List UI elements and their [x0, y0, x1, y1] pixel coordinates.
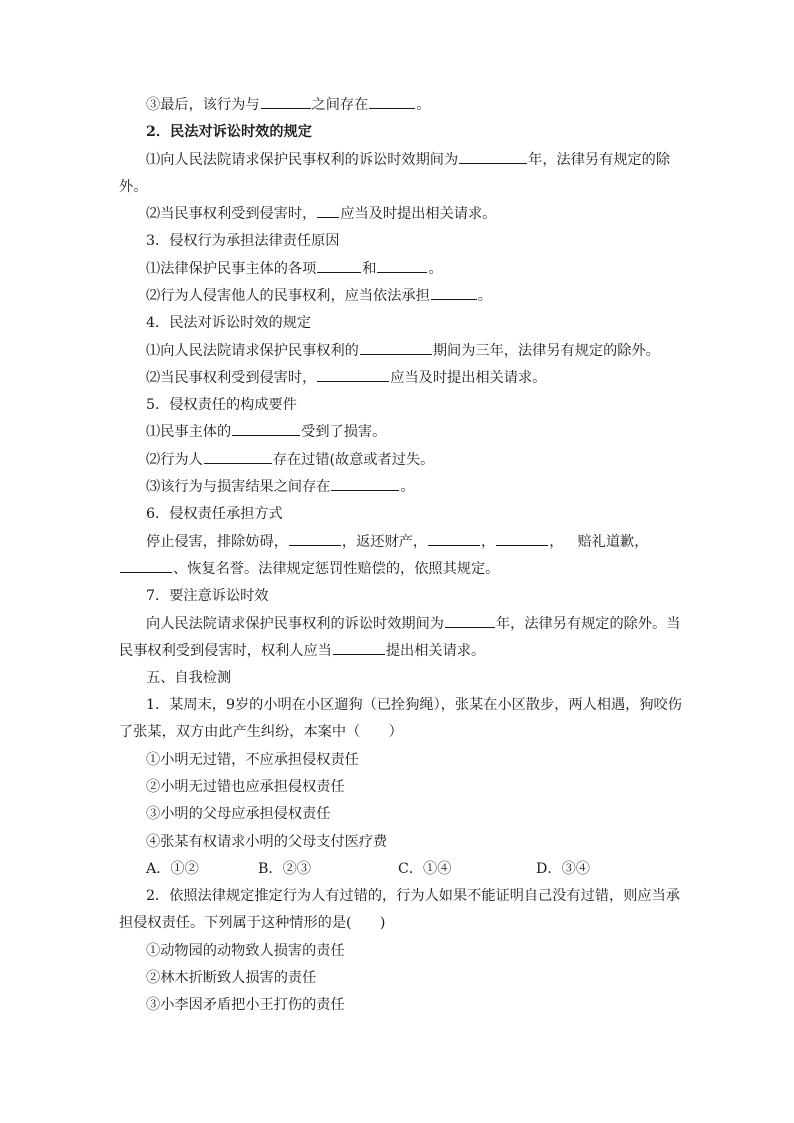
fill-blank[interactable] — [445, 613, 495, 628]
text-line: ⑵行为人 存在过错(故意或者过失。 — [146, 449, 434, 471]
fill-blank[interactable] — [317, 367, 389, 382]
fill-blank[interactable] — [317, 258, 361, 273]
fill-blank[interactable] — [204, 449, 272, 464]
fill-blank[interactable] — [120, 558, 172, 573]
fill-blank[interactable] — [232, 421, 300, 436]
fill-blank[interactable] — [317, 203, 339, 218]
text-line: ⑵行为人侵害他人的民事权利，应当依法承担 。 — [146, 285, 492, 307]
question-stem: 2．依照法律规定推定行为人有过错的，行为人如果不能证明自己没有过错，则应当承 — [146, 888, 680, 904]
question-stem: 1．某周末，9岁的小明在小区遛狗（已拴狗绳），张某在小区散步，两人相遇，狗咬伤 — [146, 697, 682, 713]
section-heading: 2．民法对诉讼时效的规定 — [146, 124, 312, 140]
text-line: ⑶该行为与损害结果之间存在 。 — [146, 476, 415, 498]
section-heading: 五、自我检测 — [146, 670, 232, 686]
choice-d[interactable]: D．③④ — [536, 861, 590, 877]
text-line: ⑴向人民法院请求保护民事权利的 期间为三年，法律另有规定的除外。 — [146, 340, 660, 362]
option-item: ③小李因矛盾把小王打伤的责任 — [146, 997, 345, 1013]
option-item: ①小明无过错，不应承担侵权责任 — [146, 752, 359, 768]
fill-blank[interactable] — [428, 531, 480, 546]
text-line: ⑴民事主体的 受到了损害。 — [146, 421, 386, 443]
fill-blank[interactable] — [459, 149, 527, 164]
option-item: ②小明无过错也应承担侵权责任 — [146, 779, 345, 795]
fill-blank[interactable] — [377, 258, 427, 273]
fill-blank[interactable] — [369, 94, 415, 109]
question-stem: 了张某，双方由此产生纠纷，本案中（ ） — [119, 724, 403, 740]
text-line: ⑵当民事权利受到侵害时， 应当及时提出相关请求。 — [146, 367, 546, 389]
text-line: 外。 — [119, 179, 148, 195]
text-line: 停止侵害，排除妨碍， ，返还财产， ， ， 赔礼道歉， — [146, 531, 648, 553]
text-line: ③最后，该行为与 之间存在 。 — [146, 94, 430, 116]
text-line: ⑴向人民法院请求保护民事权利的诉讼时效期间为 年，法律另有规定的除 — [146, 149, 670, 171]
text-line: ⑴法律保护民事主体的各项 和 。 — [146, 258, 443, 280]
section-heading: 3．侵权行为承担法律责任原因 — [146, 233, 340, 249]
text-line: ⑵当民事权利受到侵害时， 应当及时提出相关请求。 — [146, 203, 496, 225]
section-heading: 4．民法对诉讼时效的规定 — [146, 315, 312, 331]
fill-blank[interactable] — [331, 476, 399, 491]
text-line: 民事权利受到侵害时，权利人应当 提出相关请求。 — [119, 640, 485, 662]
fill-blank[interactable] — [333, 640, 385, 655]
question-stem: 担侵权责任。下列属于这种情形的是( ) — [119, 915, 386, 931]
text-line: 、恢复名誉。法律规定惩罚性赔偿的，依照其规定。 — [119, 558, 499, 580]
section-heading: 5．侵权责任的构成要件 — [146, 397, 297, 413]
fill-blank[interactable] — [496, 531, 548, 546]
fill-blank[interactable] — [289, 531, 341, 546]
section-heading: 6．侵权责任承担方式 — [146, 506, 283, 522]
fill-blank[interactable] — [360, 340, 432, 355]
option-item: ④张某有权请求小明的父母支付医疗费 — [146, 834, 388, 850]
option-item: ②林木折断致人损害的责任 — [146, 970, 317, 986]
section-heading: 7．要注意诉讼时效 — [146, 588, 269, 604]
option-item: ①动物园的动物致人损害的责任 — [146, 943, 345, 959]
fill-blank[interactable] — [431, 285, 477, 300]
choice-c[interactable]: C．①④ — [398, 861, 452, 877]
option-item: ③小明的父母应承担侵权责任 — [146, 806, 331, 822]
choice-a[interactable]: A．①② — [146, 861, 199, 877]
text-line: 向人民法院请求保护民事权利的诉讼时效期间为 年，法律另有规定的除外。当 — [146, 613, 680, 635]
fill-blank[interactable] — [261, 94, 311, 109]
choice-b[interactable]: B．②③ — [258, 861, 311, 877]
